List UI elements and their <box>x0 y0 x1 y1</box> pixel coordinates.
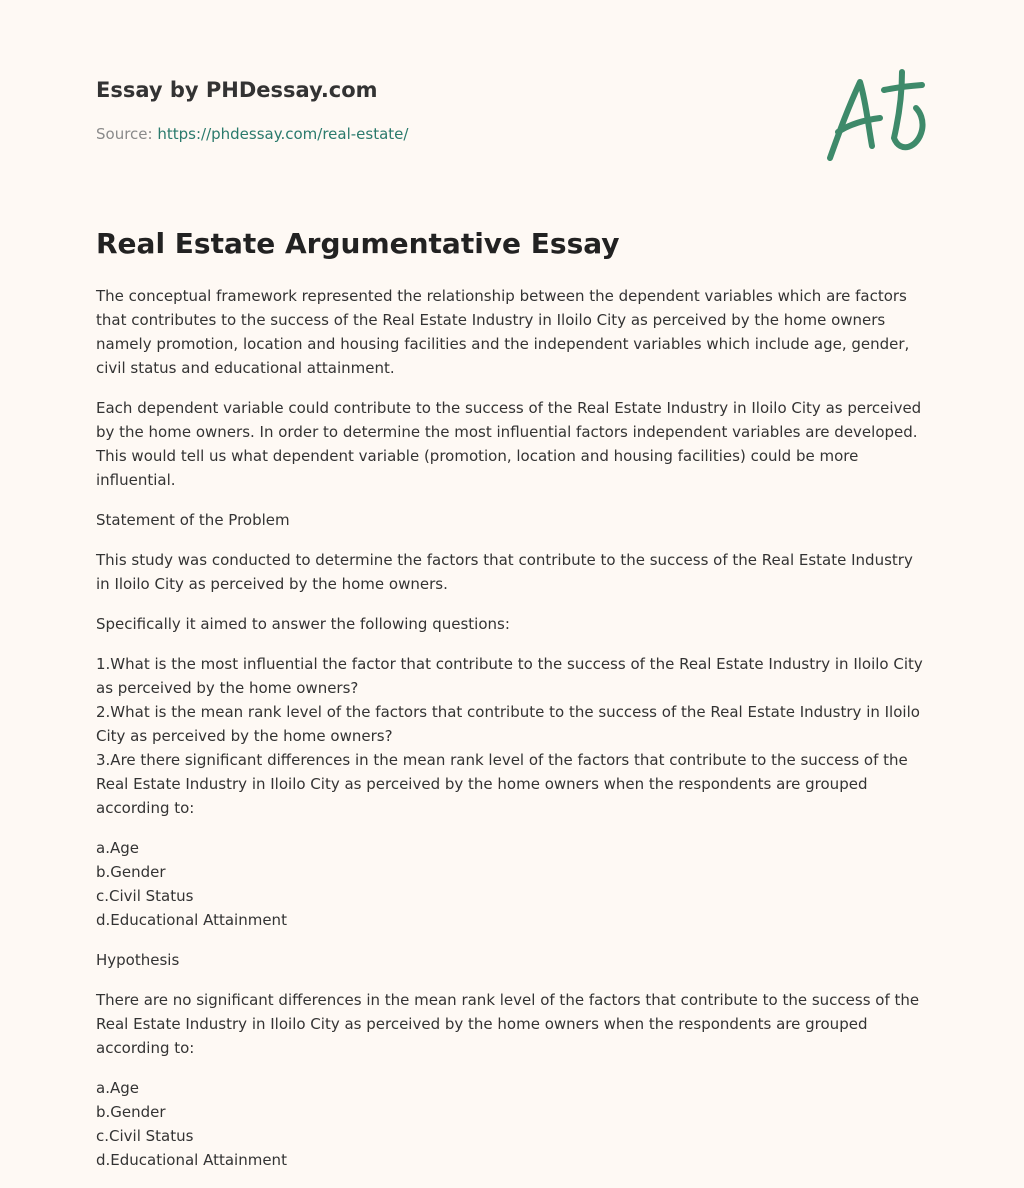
grouping-list <box>96 836 928 932</box>
paragraph-hypothesis: There are no significant differences in the mean rank level of the factors that contribute to the success of the Real Estate Industry in Iloilo City as perceived by the home owners when the respondents are grouped according to: <box>96 991 920 1057</box>
list-item: d.Educational Attainment <box>96 1151 287 1169</box>
essay-title: Real Estate Argumentative Essay <box>96 227 620 260</box>
list-item: c.Civil Status <box>96 1127 194 1145</box>
list-item: 1.What is the most influential the factor that contribute to the success of the Real Estate Industry in Iloilo City as perceived by the home owners? <box>96 655 923 697</box>
list-item: 2.What is the mean rank level of the factors that contribute to the success of the Real Estate Industry in Iloilo City as perceived by the home owners? <box>96 703 920 745</box>
essay-body <box>96 284 928 1188</box>
questions-list <box>96 652 928 820</box>
list-item: b.Gender <box>96 1103 166 1121</box>
source-link[interactable]: https://phdessay.com/real-estate/ <box>157 125 409 143</box>
a-plus-logo <box>822 68 930 164</box>
list-item: c.Civil Status <box>96 887 194 905</box>
paragraph-study-purpose: This study was conducted to determine the factors that contribute to the success of the Real Estate Industry in Iloilo City as perceived by the home owners. <box>96 551 913 593</box>
paragraph-framework: The conceptual framework represented the relationship between the dependent variables which are factors that contributes to the success of the Real Estate Industry in Iloilo City as perceived by the home owners namely promotion, location and housing facilities and the independent variables which include age, gender, civil status and educational attainment. <box>96 287 910 377</box>
list-item: b.Gender <box>96 863 166 881</box>
hypothesis-grouping-list <box>96 1076 928 1172</box>
a-plus-logo-icon <box>822 68 930 164</box>
list-item: 3.Are there significant differences in the mean rank level of the factors that contribute to the success of the Real Estate Industry in Iloilo City as perceived by the home owners when the respondents are grouped according to: <box>96 751 908 817</box>
paragraph-questions-intro: Specifically it aimed to answer the following questions: <box>96 615 510 633</box>
list-item: d.Educational Attainment <box>96 911 287 929</box>
site-brand: Essay by PHDessay.com <box>96 78 378 102</box>
heading-hypothesis: Hypothesis <box>96 951 180 969</box>
paragraph-dependent-variables: Each dependent variable could contribute to the success of the Real Estate Industry in Iloilo City as perceived by the home owners. In order to determine the most influential factors independent variables are developed. This would tell us what dependent variable (promotion, location and housing facilities) could be more influential. <box>96 399 922 489</box>
list-item: a.Age <box>96 1079 139 1097</box>
source-label: Source: <box>96 125 153 143</box>
list-item: a.Age <box>96 839 139 857</box>
heading-statement-of-problem: Statement of the Problem <box>96 511 290 529</box>
source-line <box>96 124 408 144</box>
